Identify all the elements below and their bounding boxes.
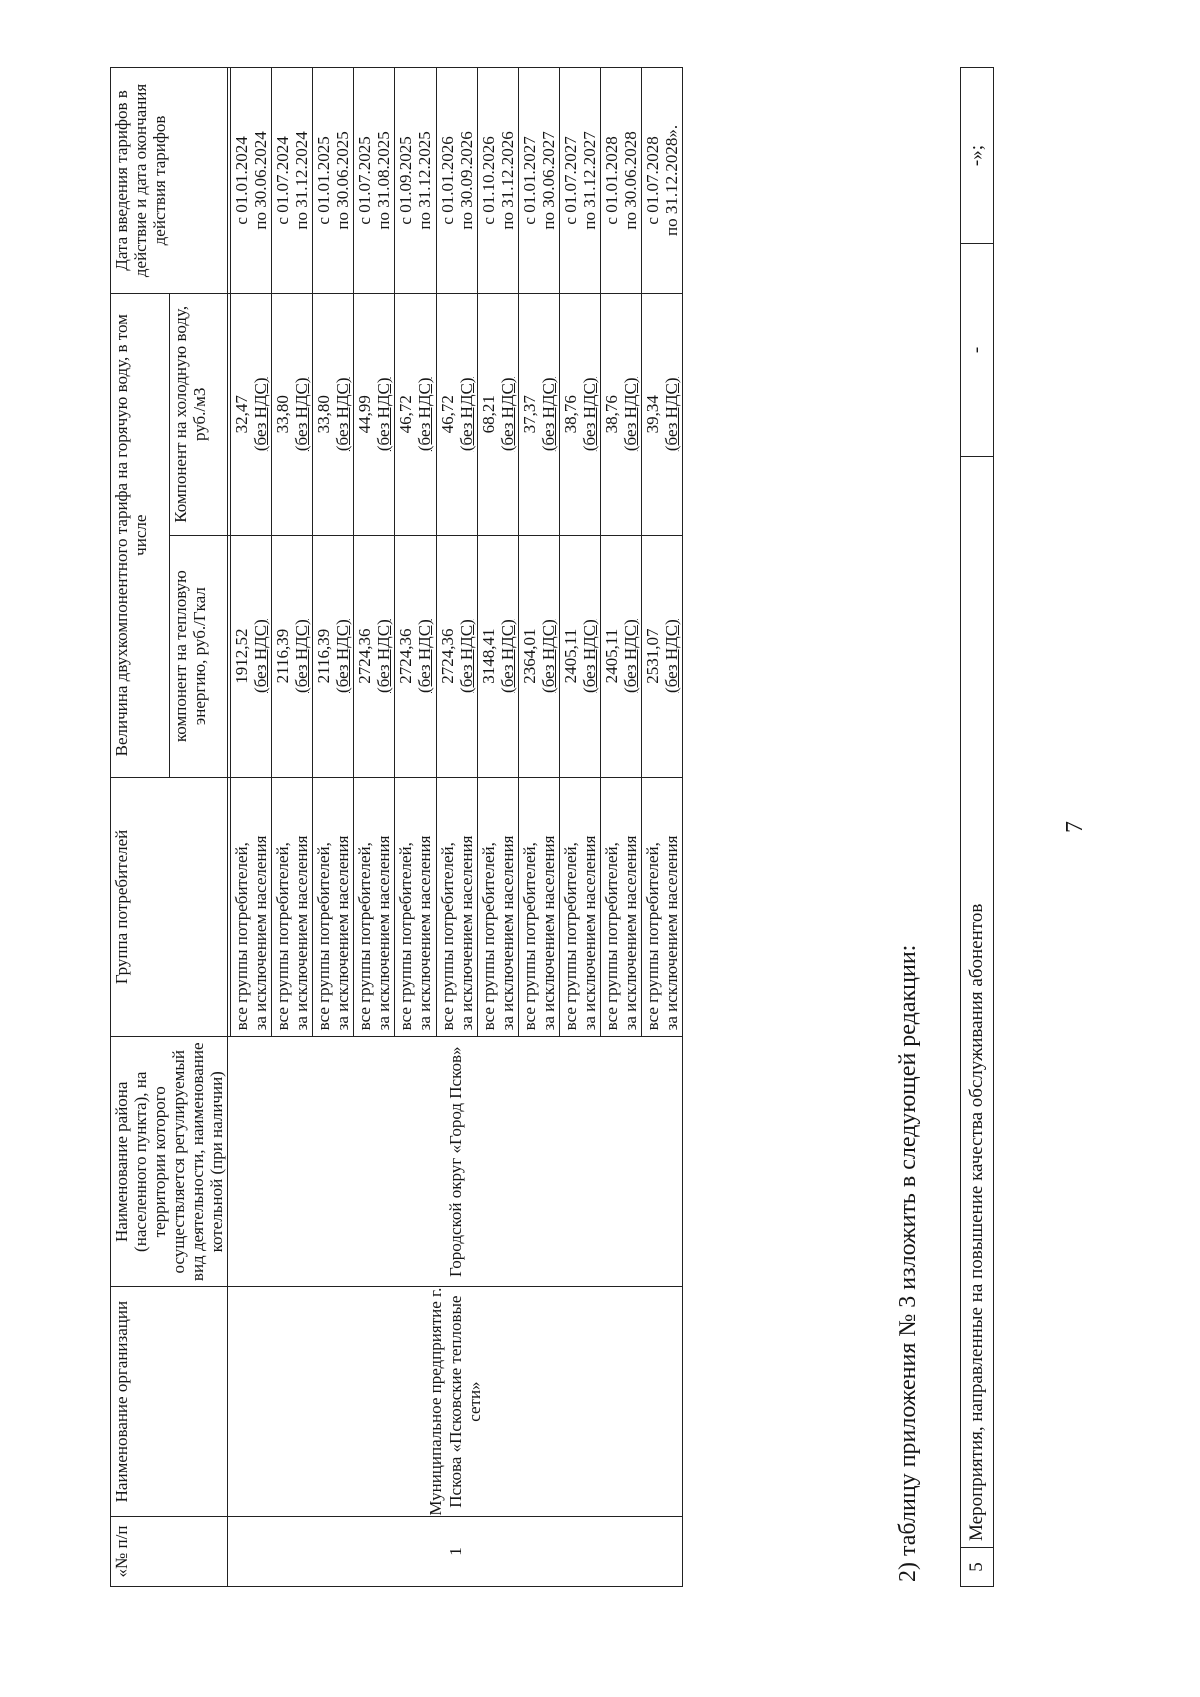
cell-date-line-2: по 30.06.2027 bbox=[538, 131, 558, 230]
cell-heat bbox=[559, 535, 600, 777]
cell-cold bbox=[600, 293, 641, 535]
cell-cold-line-2: (без НДС) bbox=[456, 377, 476, 452]
cell-group-line-1: все группы потребителей, bbox=[601, 842, 621, 1031]
cell-date-line-1: с 01.01.2024 bbox=[232, 136, 252, 225]
cell-group-line-1: все группы потребителей, bbox=[437, 842, 457, 1031]
cell-date-line-2: по 31.12.2025 bbox=[415, 131, 435, 230]
cell-heat-line-2: (без НДС) bbox=[620, 619, 640, 693]
cell-date bbox=[436, 68, 477, 294]
cell-group bbox=[518, 777, 559, 1037]
cell-num: 1 bbox=[228, 1517, 683, 1587]
cell-date-line-1: с 01.07.2024 bbox=[273, 136, 293, 225]
cell-district: Городской округ «Город Псков» bbox=[228, 1037, 683, 1287]
header-row bbox=[111, 68, 170, 1587]
cell-group bbox=[272, 777, 313, 1037]
cell-group-line-1: все группы потребителей, bbox=[642, 842, 662, 1031]
cell-date-line-1: с 01.01.2025 bbox=[314, 136, 334, 225]
row-text: Мероприятия, направленные на повышение качества обслуживания абонентов bbox=[961, 457, 994, 1548]
cell-cold-line-2: (без НДС) bbox=[497, 377, 517, 452]
cell-cold-line-1: 46,72 bbox=[437, 395, 457, 434]
cell-heat-line-2: (без НДС) bbox=[497, 619, 517, 693]
cell-cold bbox=[477, 293, 518, 535]
cell-group bbox=[354, 777, 395, 1037]
cell-heat-line-2: (без НДС) bbox=[661, 619, 681, 693]
cell-heat bbox=[600, 535, 641, 777]
cell-heat-line-1: 2724,36 bbox=[437, 628, 457, 684]
cell-group-line-1: все группы потребителей, bbox=[355, 842, 375, 1031]
cell-date-line-2: по 31.08.2025 bbox=[374, 131, 394, 230]
row-value: - bbox=[961, 244, 994, 457]
cell-cold-line-1: 44,99 bbox=[355, 395, 375, 434]
cell-heat bbox=[231, 535, 272, 777]
cell-group-line-2: за исключением населения bbox=[661, 835, 681, 1031]
cell-cold bbox=[395, 293, 436, 535]
cell-date-line-1: с 01.07.2028 bbox=[642, 136, 662, 225]
cell-date-line-1: с 01.01.2027 bbox=[519, 136, 539, 225]
prior-table-row bbox=[960, 67, 994, 1587]
cell-group-line-2: за исключением населения bbox=[251, 835, 271, 1031]
cell-group-line-2: за исключением населения bbox=[292, 835, 312, 1031]
cell-cold-line-1: 38,76 bbox=[601, 395, 621, 434]
cell-cold bbox=[559, 293, 600, 535]
cell-group bbox=[641, 777, 682, 1037]
cell-date-line-2: по 31.12.2027 bbox=[579, 131, 599, 230]
cell-date-line-1: с 01.07.2027 bbox=[560, 136, 580, 225]
cell-date bbox=[600, 68, 641, 294]
cell-group bbox=[600, 777, 641, 1037]
header-district: Наименование района (населенного пункта), на территории которого осуществляется регулируемый вид деятельности, наименование котельной (при наличии) bbox=[111, 1037, 228, 1287]
cell-group bbox=[559, 777, 600, 1037]
cell-cold-line-1: 39,34 bbox=[642, 395, 662, 434]
cell-heat-line-1: 2405,11 bbox=[601, 628, 621, 684]
cell-group-line-1: все группы потребителей, bbox=[478, 842, 498, 1031]
page-number: 7 bbox=[1062, 821, 1088, 833]
cell-date-line-2: по 30.06.2025 bbox=[333, 131, 353, 230]
cell-cold bbox=[518, 293, 559, 535]
cell-cold bbox=[641, 293, 682, 535]
cell-date bbox=[272, 68, 313, 294]
header-tariff: Величина двухкомпонентного тарифа на горячую воду, в том числе bbox=[111, 293, 170, 777]
cell-heat bbox=[641, 535, 682, 777]
cell-heat-line-1: 2116,39 bbox=[273, 628, 293, 684]
cell-heat-line-1: 2364,01 bbox=[519, 628, 539, 684]
cell-cold-line-2: (без НДС) bbox=[415, 377, 435, 452]
cell-date bbox=[641, 68, 682, 294]
cell-date-line-2: по 30.06.2024 bbox=[251, 131, 271, 230]
cell-heat bbox=[436, 535, 477, 777]
cell-group-line-1: все группы потребителей, bbox=[314, 842, 334, 1031]
cell-date bbox=[313, 68, 354, 294]
cell-date-line-1: с 01.10.2026 bbox=[478, 136, 498, 225]
cell-heat-line-2: (без НДС) bbox=[333, 619, 353, 693]
tariff-table bbox=[110, 67, 683, 1587]
cell-heat-line-1: 2405,11 bbox=[560, 628, 580, 684]
cell-group bbox=[395, 777, 436, 1037]
cell-date-line-1: с 01.01.2028 bbox=[601, 136, 621, 225]
cell-heat-line-1: 2531,07 bbox=[642, 628, 662, 684]
cell-date-line-1: с 01.07.2025 bbox=[355, 136, 375, 225]
cell-heat-line-2: (без НДС) bbox=[292, 619, 312, 693]
cell-cold-line-2: (без НДС) bbox=[538, 377, 558, 452]
cell-heat-line-1: 2724,36 bbox=[355, 628, 375, 684]
cell-date-line-2: по 30.06.2028 bbox=[620, 131, 640, 230]
cell-date bbox=[231, 68, 272, 294]
cell-cold-line-1: 32,47 bbox=[232, 395, 252, 434]
cell-date bbox=[477, 68, 518, 294]
cell-group bbox=[436, 777, 477, 1037]
cell-group-line-2: за исключением населения bbox=[456, 835, 476, 1031]
table-row bbox=[961, 68, 994, 1587]
cell-heat bbox=[272, 535, 313, 777]
cell-group-line-2: за исключением населения bbox=[333, 835, 353, 1031]
cell-group-line-2: за исключением населения bbox=[579, 835, 599, 1031]
cell-date bbox=[559, 68, 600, 294]
cell-cold-line-1: 33,80 bbox=[314, 395, 334, 434]
cell-cold-line-2: (без НДС) bbox=[579, 377, 599, 452]
cell-heat-line-1: 2724,36 bbox=[396, 628, 416, 684]
amendment-intro: 2) таблицу приложения № 3 изложить в следующей редакции: bbox=[895, 944, 921, 1582]
row-number: 5 bbox=[961, 1548, 994, 1587]
cell-date-line-2: по 31.12.2024 bbox=[292, 131, 312, 230]
cell-cold-line-1: 38,76 bbox=[560, 395, 580, 434]
cell-date-line-2: по 31.12.2028». bbox=[661, 124, 681, 236]
cell-cold-line-2: (без НДС) bbox=[661, 377, 681, 452]
cell-group-line-1: все группы потребителей, bbox=[396, 842, 416, 1031]
cell-cold bbox=[354, 293, 395, 535]
cell-heat-line-2: (без НДС) bbox=[538, 619, 558, 693]
cell-date-line-1: с 01.09.2025 bbox=[396, 136, 416, 225]
cell-cold-line-2: (без НДС) bbox=[251, 377, 271, 452]
cell-cold-line-2: (без НДС) bbox=[333, 377, 353, 452]
header-num: «№ п/п bbox=[111, 1517, 228, 1587]
cell-heat bbox=[313, 535, 354, 777]
cell-group-line-2: за исключением населения bbox=[415, 835, 435, 1031]
cell-org: Муниципальное предприятие г. Пскова «Псковские тепловые сети» bbox=[228, 1287, 683, 1517]
cell-heat-line-1: 2116,39 bbox=[314, 628, 334, 684]
cell-cold-line-2: (без НДС) bbox=[374, 377, 394, 452]
cell-cold-line-1: 46,72 bbox=[396, 395, 416, 434]
cell-group-line-1: все группы потребителей, bbox=[232, 842, 252, 1031]
cell-heat-line-2: (без НДС) bbox=[374, 619, 394, 693]
cell-heat-line-1: 3148,41 bbox=[478, 628, 498, 684]
cell-cold-line-2: (без НДС) bbox=[292, 377, 312, 452]
header-cold: Компонент на холодную воду, руб./м3 bbox=[169, 293, 228, 535]
cell-date bbox=[354, 68, 395, 294]
cell-cold bbox=[231, 293, 272, 535]
cell-heat bbox=[518, 535, 559, 777]
cell-cold-line-1: 33,80 bbox=[273, 395, 293, 434]
cell-heat-line-2: (без НДС) bbox=[415, 619, 435, 693]
cell-date-line-2: по 30.09.2026 bbox=[456, 131, 476, 230]
cell-date-line-1: с 01.01.2026 bbox=[437, 136, 457, 225]
cell-group-line-1: все группы потребителей, bbox=[560, 842, 580, 1031]
cell-heat bbox=[395, 535, 436, 777]
cell-cold-line-1: 37,37 bbox=[519, 395, 539, 434]
header-group: Группа потребителей bbox=[111, 777, 228, 1037]
cell-heat-line-1: 1912,52 bbox=[232, 628, 252, 684]
row-value-end: -»; bbox=[961, 68, 994, 244]
cell-heat bbox=[354, 535, 395, 777]
cell-heat bbox=[477, 535, 518, 777]
cell-group-line-1: все группы потребителей, bbox=[519, 842, 539, 1031]
cell-group-line-2: за исключением населения bbox=[538, 835, 558, 1031]
cell-group bbox=[313, 777, 354, 1037]
cell-heat-line-2: (без НДС) bbox=[579, 619, 599, 693]
cell-group-line-1: все группы потребителей, bbox=[273, 842, 293, 1031]
cell-cold bbox=[313, 293, 354, 535]
cell-heat-line-2: (без НДС) bbox=[251, 619, 271, 693]
cell-group-line-2: за исключением населения bbox=[374, 835, 394, 1031]
cell-group bbox=[231, 777, 272, 1037]
cell-cold bbox=[272, 293, 313, 535]
cell-date bbox=[395, 68, 436, 294]
cell-heat-line-2: (без НДС) bbox=[456, 619, 476, 693]
cell-group-line-2: за исключением населения bbox=[620, 835, 640, 1031]
cell-cold-line-2: (без НДС) bbox=[620, 377, 640, 452]
cell-date bbox=[518, 68, 559, 294]
header-heat: компонент на тепловую энергию, руб./Гкал bbox=[169, 535, 228, 777]
header-date: Дата введения тарифов в действие и дата окончания действия тарифов bbox=[111, 68, 228, 294]
cell-date-line-2: по 31.12.2026 bbox=[497, 131, 517, 230]
cell-cold bbox=[436, 293, 477, 535]
cell-group bbox=[477, 777, 518, 1037]
cell-cold-line-1: 68,21 bbox=[478, 395, 498, 434]
header-org: Наименование организации bbox=[111, 1287, 228, 1517]
cell-group-line-2: за исключением населения bbox=[497, 835, 517, 1031]
